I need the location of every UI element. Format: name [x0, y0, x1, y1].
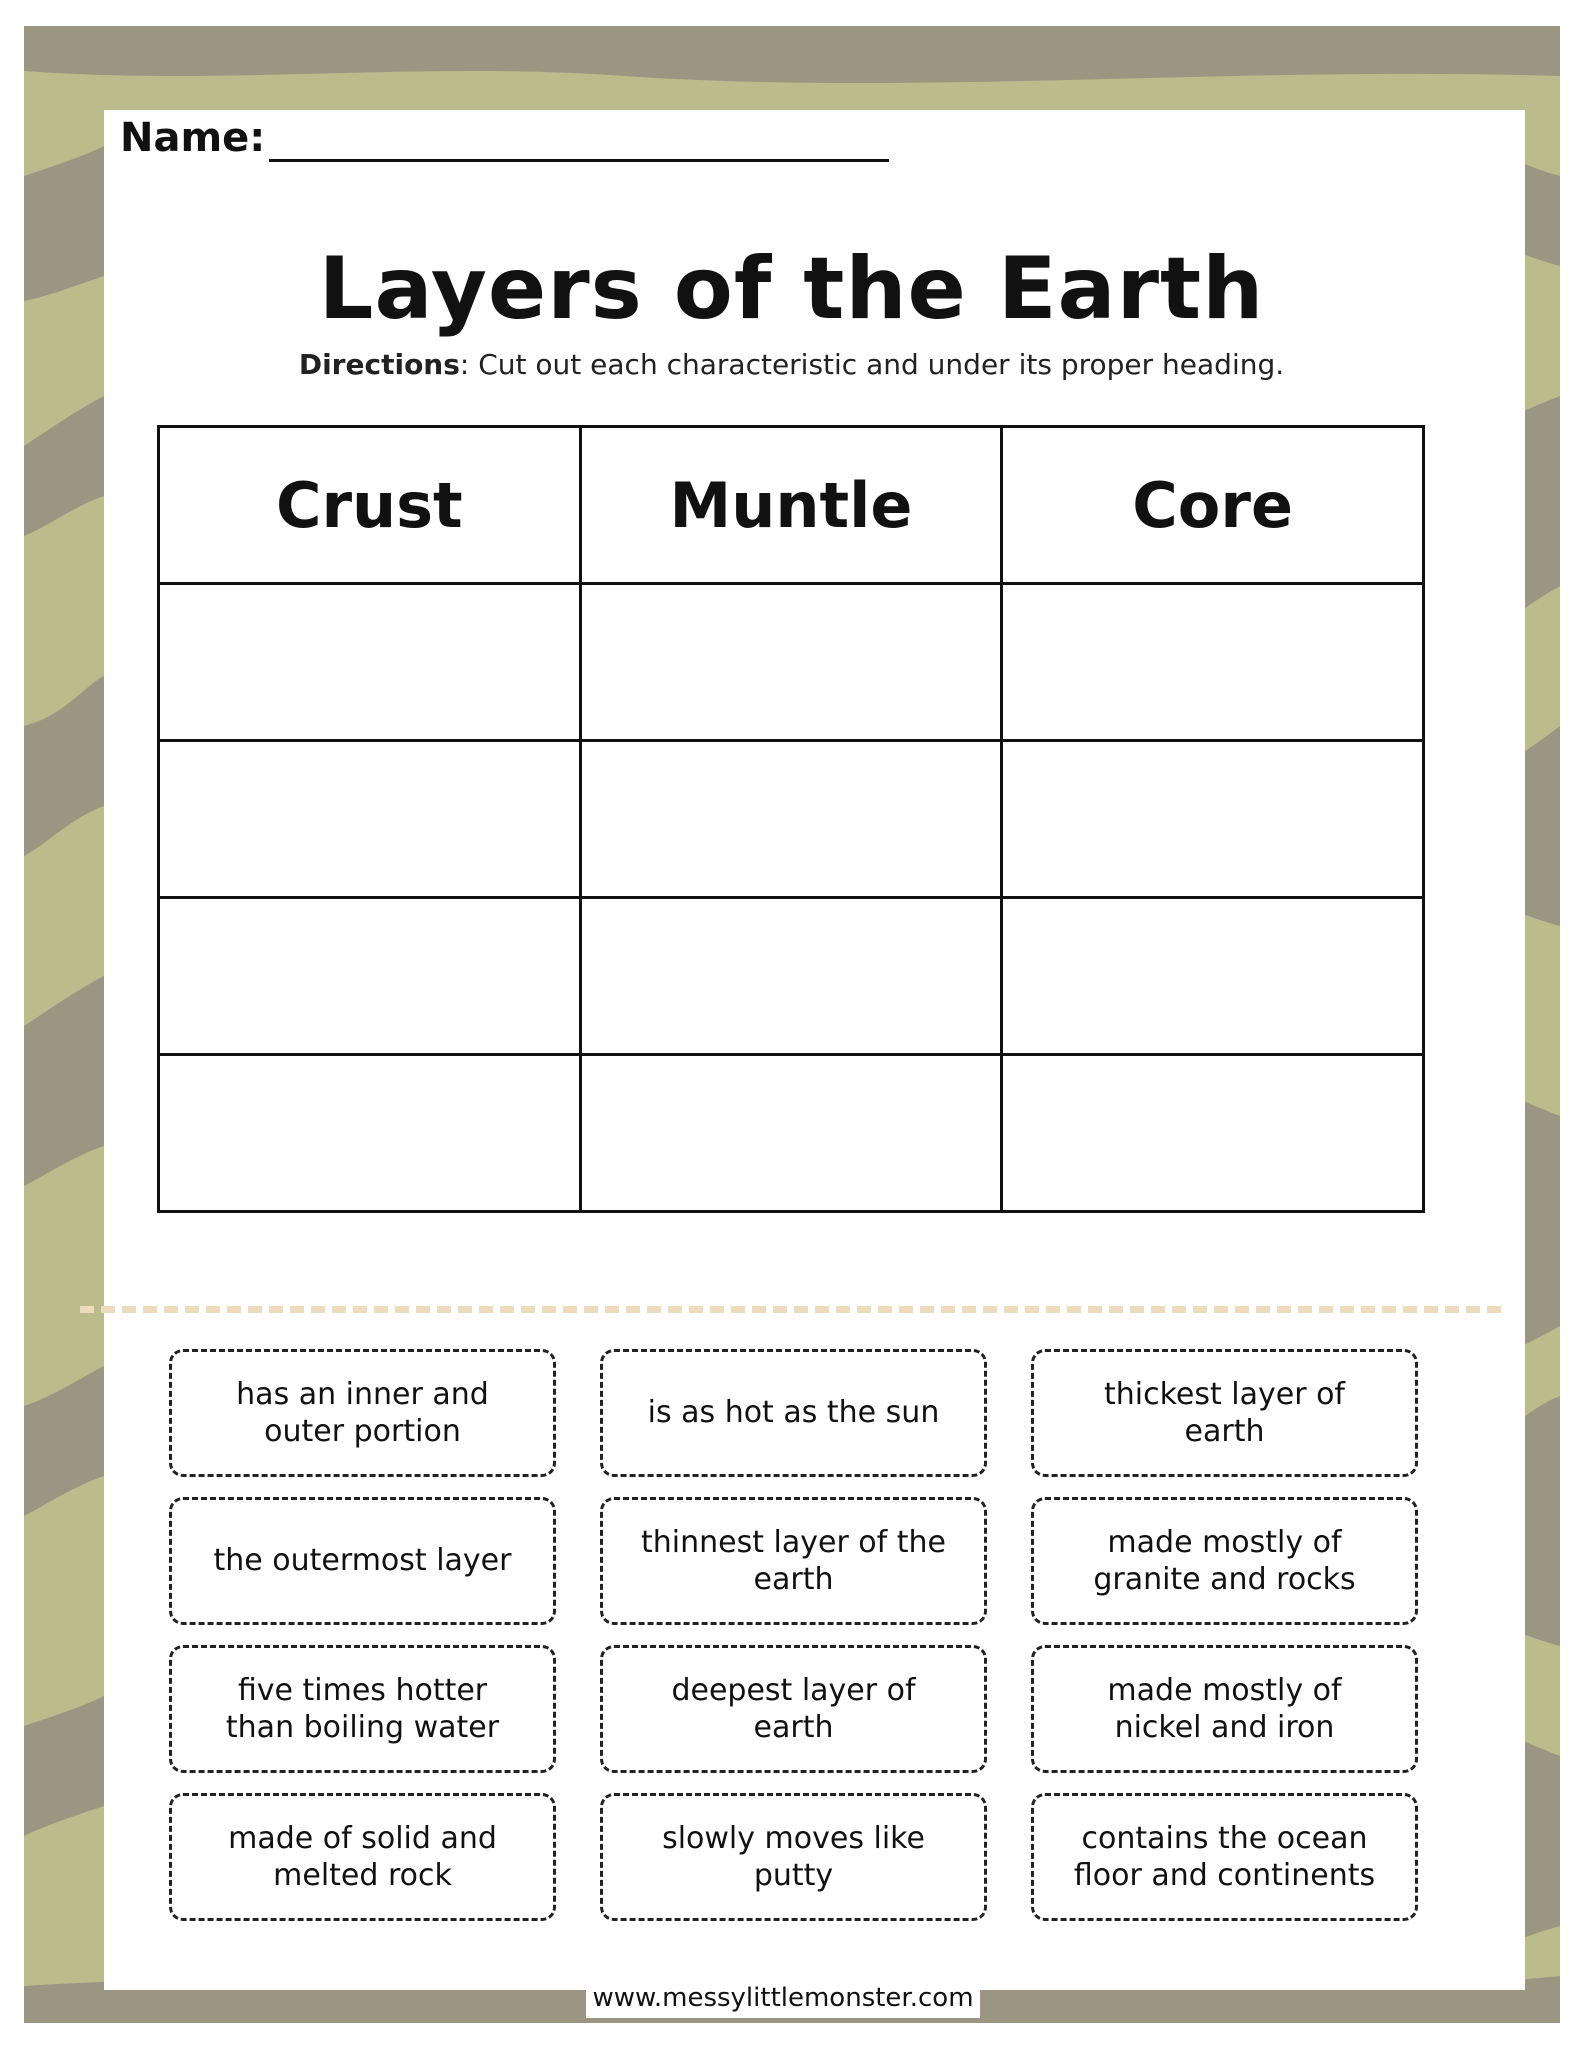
- table-cell: [580, 584, 1002, 741]
- name-field: [120, 115, 889, 161]
- table-cell: [159, 898, 581, 1055]
- characteristic-card[interactable]: made of solid and melted rock: [169, 1793, 556, 1921]
- table-cell: [159, 741, 581, 898]
- characteristic-card[interactable]: slowly moves like putty: [600, 1793, 987, 1921]
- name-underline[interactable]: [269, 159, 889, 162]
- directions-label: Directions: [298, 348, 460, 381]
- characteristic-card[interactable]: is as hot as the sun: [600, 1349, 987, 1477]
- characteristic-card[interactable]: has an inner and outer portion: [169, 1349, 556, 1477]
- characteristic-card[interactable]: five times hotter than boiling water: [169, 1645, 556, 1773]
- directions-body: : Cut out each characteristic and under its proper heading.: [459, 348, 1285, 381]
- column-header-crust: Crust: [159, 427, 581, 584]
- characteristic-card[interactable]: made mostly of granite and rocks: [1031, 1497, 1418, 1625]
- table-row: [159, 898, 1424, 1055]
- table-cell: [580, 1055, 1002, 1212]
- table-header-row: [159, 427, 1424, 584]
- sorting-table: [157, 425, 1425, 1213]
- cut-line: [80, 1306, 1501, 1313]
- footer-url: www.messylittlemonster.com: [586, 1978, 980, 2018]
- page-title: Layers of the Earth: [318, 239, 1265, 339]
- table-cell: [159, 1055, 581, 1212]
- characteristic-card[interactable]: contains the ocean floor and continents: [1031, 1793, 1418, 1921]
- table-cell: [1002, 741, 1424, 898]
- characteristic-card[interactable]: the outermost layer: [169, 1497, 556, 1625]
- table-row: [159, 1055, 1424, 1212]
- characteristic-card[interactable]: thinnest layer of the earth: [600, 1497, 987, 1625]
- characteristic-card[interactable]: deepest layer of earth: [600, 1645, 987, 1773]
- column-header-core: Core: [1002, 427, 1424, 584]
- name-label: Name:: [120, 115, 266, 161]
- table-row: [159, 741, 1424, 898]
- table-row: [159, 584, 1424, 741]
- table-cell: [1002, 1055, 1424, 1212]
- table-cell: [1002, 584, 1424, 741]
- cut-out-cards: [169, 1349, 1419, 1921]
- table-cell: [159, 584, 581, 741]
- table-cell: [1002, 898, 1424, 1055]
- characteristic-card[interactable]: made mostly of nickel and iron: [1031, 1645, 1418, 1773]
- table-cell: [580, 898, 1002, 1055]
- table-cell: [580, 741, 1002, 898]
- characteristic-card[interactable]: thickest layer of earth: [1031, 1349, 1418, 1477]
- directions-text: [0, 348, 1583, 381]
- column-header-mantle: Muntle: [580, 427, 1002, 584]
